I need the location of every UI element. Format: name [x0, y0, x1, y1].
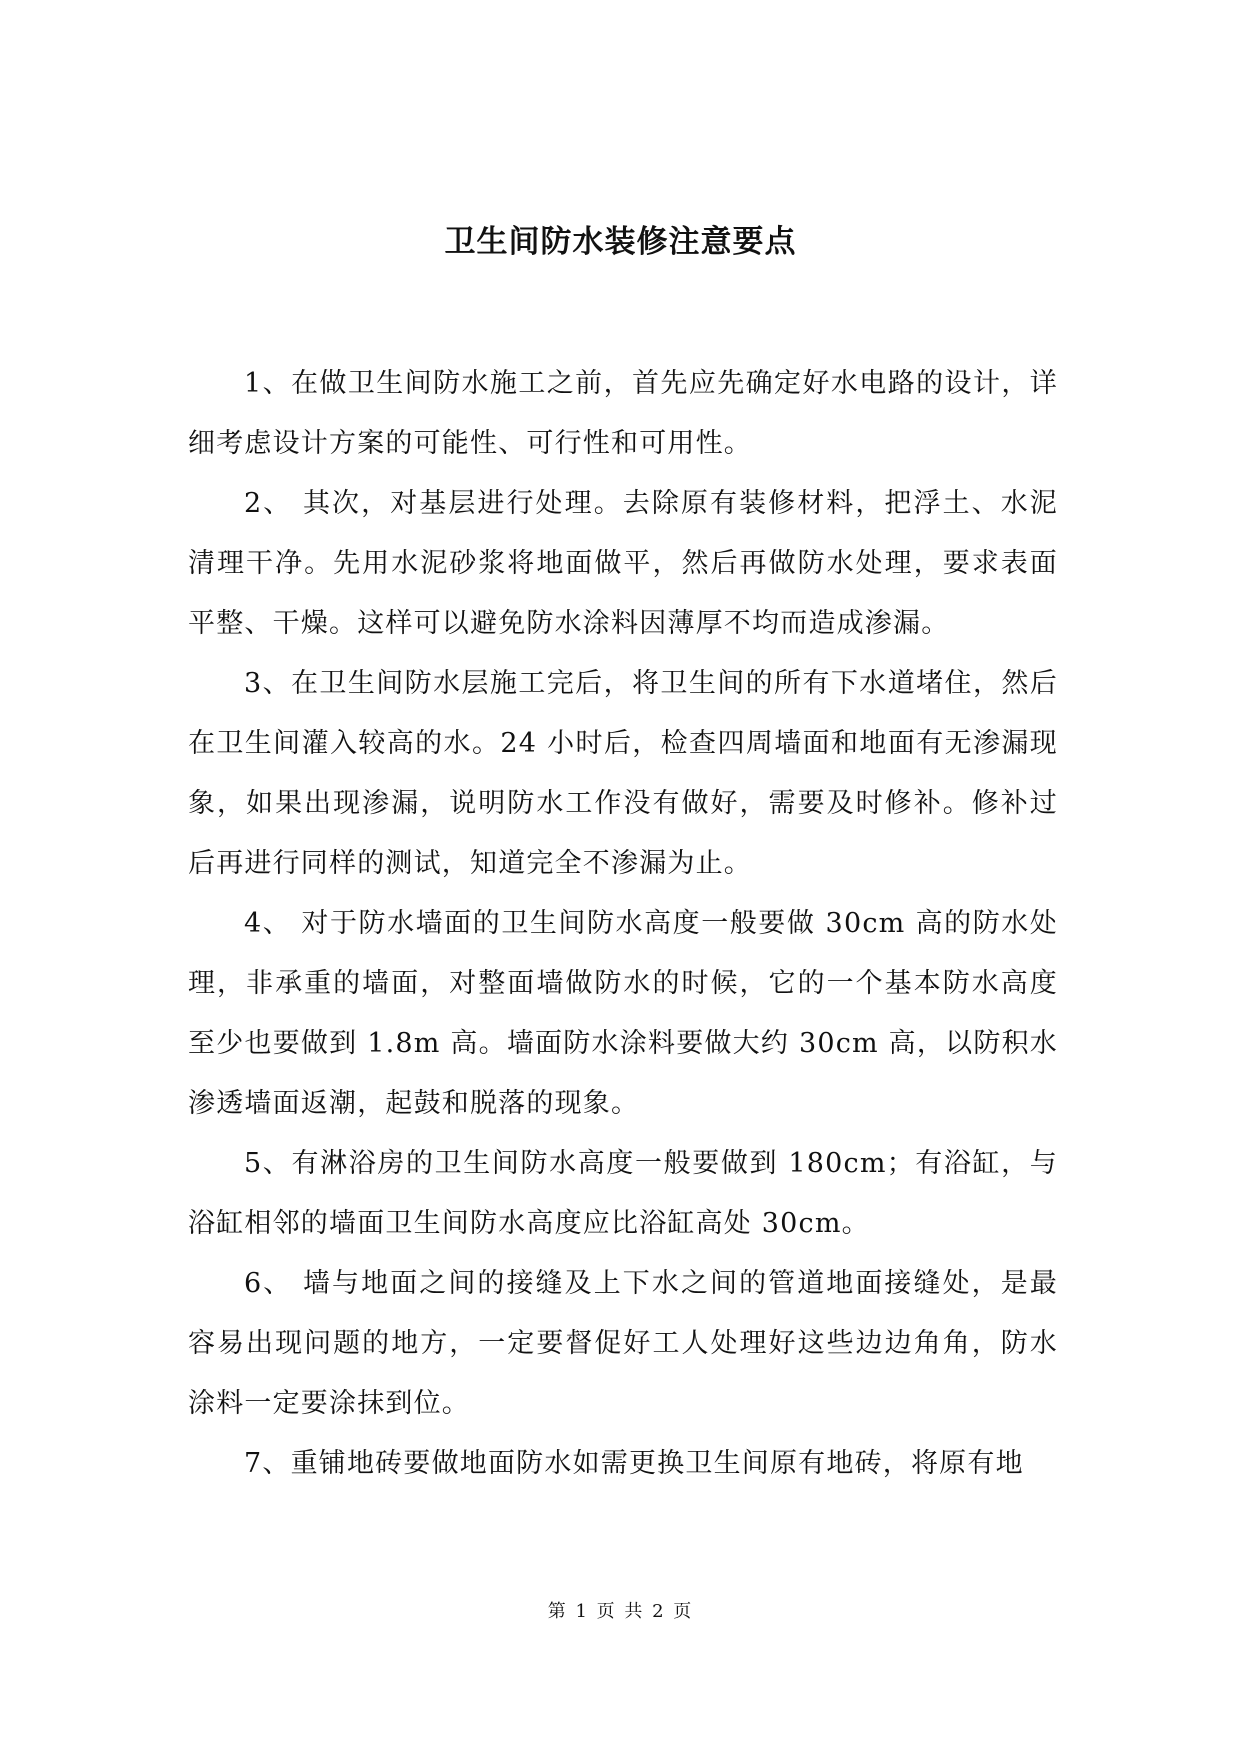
paragraph-3: 3、在卫生间防水层施工完后，将卫生间的所有下水道堵住，然后在卫生间灌入较高的水。24 小时后，检查四周墙面和地面有无渗漏现象，如果出现渗漏，说明防水工作没有做好，需要及时修补。修补过后再进行同样的测试，知道完全不渗漏为止。: [188, 668, 1058, 879]
paragraph-2: 2、 其次，对基层进行处理。去除原有装修材料，把浮土、水泥清理干净。先用水泥砂浆将地面做平，然后再做防水处理，要求表面平整、干燥。这样可以避免防水涂料因薄厚不均而造成渗漏。: [188, 488, 1058, 639]
document-title: 卫生间防水装修注意要点: [444, 224, 797, 260]
paragraph-6: 6、 墙与地面之间的接缝及上下水之间的管道地面接缝处，是最容易出现问题的地方，一定要督促好工人处理好这些边边角角，防水涂料一定要涂抹到位。: [188, 1268, 1058, 1419]
paragraph-1: 1、在做卫生间防水施工之前，首先应先确定好水电路的设计，详细考虑设计方案的可能性、可行性和可用性。: [188, 368, 1058, 459]
paragraph-4: 4、 对于防水墙面的卫生间防水高度一般要做 30cm 高的防水处理，非承重的墙面，对整面墙做防水的时候，它的一个基本防水高度至少也要做到 1.8m 高。墙面防水涂料要做大约 30cm 高，以防积水渗透墙面返潮，起鼓和脱落的现象。: [188, 908, 1058, 1119]
page-number-footer: 第 1 页 共 2 页: [547, 1601, 694, 1622]
paragraph-5: 5、有淋浴房的卫生间防水高度一般要做到 180cm；有浴缸，与浴缸相邻的墙面卫生间防水高度应比浴缸高处 30cm。: [188, 1148, 1058, 1239]
paragraph-7: 7、重铺地砖要做地面防水如需更换卫生间原有地砖，将原有地: [244, 1448, 1024, 1479]
document-body: [188, 354, 1058, 1494]
